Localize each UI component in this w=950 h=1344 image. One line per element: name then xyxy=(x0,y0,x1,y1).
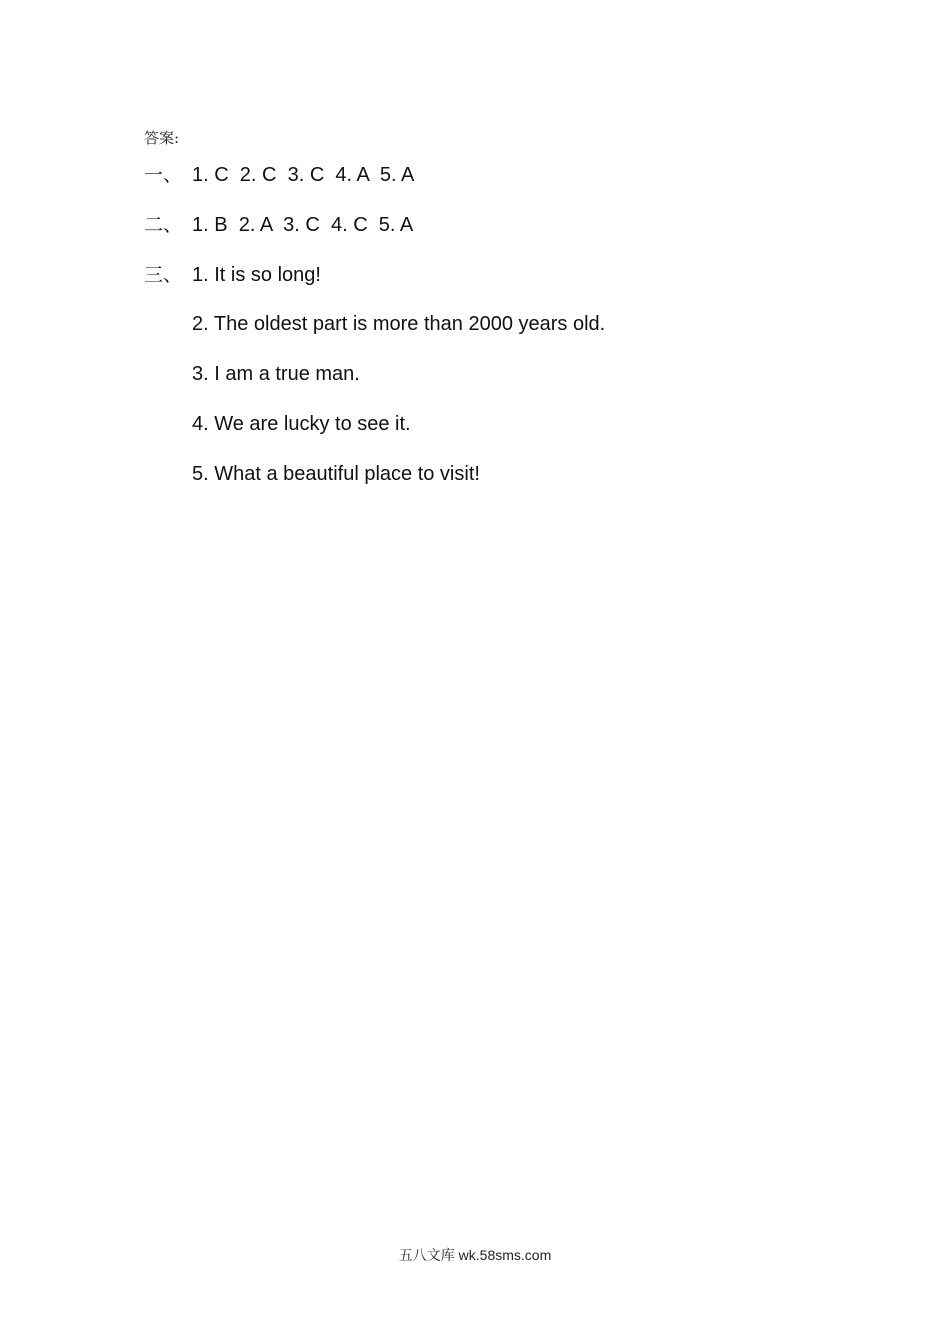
section-label: 三、 xyxy=(144,264,183,286)
footer-site-url: wk.58sms.com xyxy=(458,1247,552,1263)
section-answer-line: 2. The oldest part is more than 2000 years old. xyxy=(192,313,606,335)
page-footer xyxy=(0,1245,950,1266)
answer-section-1 xyxy=(144,162,414,188)
section-answer-line: 3. I am a true man. xyxy=(192,363,360,385)
section-answer-line: 5. What a beautiful place to visit! xyxy=(192,463,480,485)
answer-heading: 答案: xyxy=(144,129,180,147)
answer-section-2 xyxy=(144,212,413,238)
answer-section-3 xyxy=(144,262,321,288)
section-answers: 1. C 2. C 3. C 4. A 5. A xyxy=(192,164,415,186)
section-answer-line: 4. We are lucky to see it. xyxy=(192,413,411,435)
section-answers: 1. B 2. A 3. C 4. C 5. A xyxy=(192,214,414,236)
section-label: 二、 xyxy=(144,214,183,236)
section-answer-line: 1. It is so long! xyxy=(192,264,321,286)
section-label: 一、 xyxy=(144,164,183,186)
footer-site-name: 五八文库 xyxy=(398,1248,455,1264)
